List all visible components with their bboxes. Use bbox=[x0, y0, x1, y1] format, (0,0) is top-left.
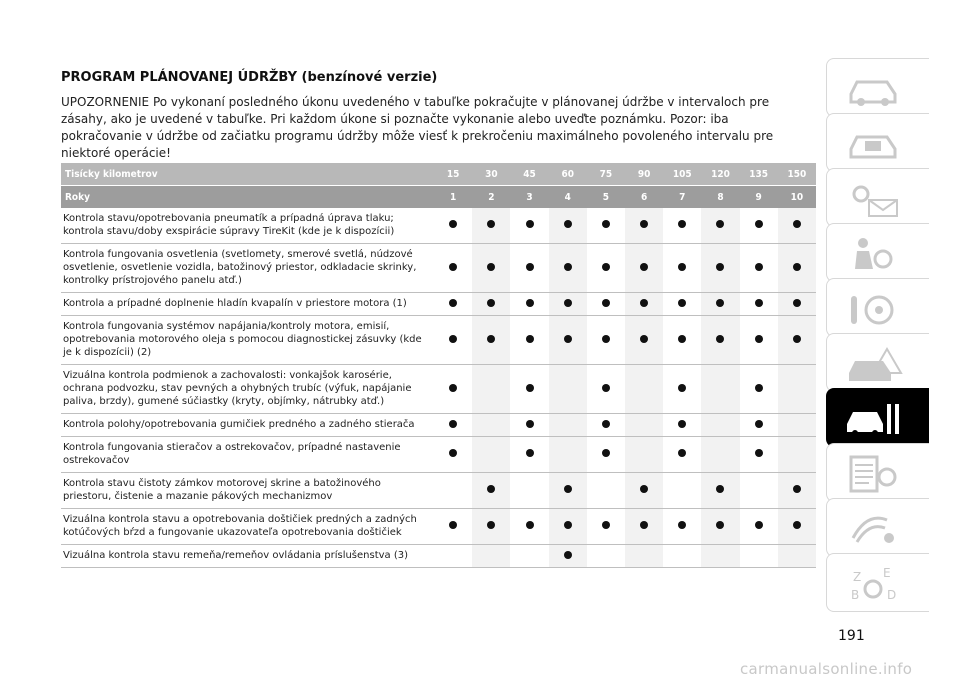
interval-cell bbox=[510, 365, 548, 414]
interval-cell bbox=[625, 473, 663, 509]
scheduled-dot-icon bbox=[526, 263, 534, 271]
scheduled-dot-icon bbox=[526, 449, 534, 457]
scheduled-dot-icon bbox=[793, 485, 801, 493]
scheduled-dot-icon bbox=[449, 220, 457, 228]
interval-cell bbox=[434, 316, 472, 365]
scheduled-dot-icon bbox=[716, 220, 724, 228]
interval-cell bbox=[549, 365, 587, 414]
interval-cell bbox=[472, 316, 510, 365]
year-cell: 5 bbox=[587, 186, 625, 209]
interval-cell bbox=[549, 509, 587, 545]
task-description: Kontrola polohy/opotrebovania gumičiek predného a zadného stierača bbox=[61, 414, 434, 437]
interval-cell bbox=[663, 365, 701, 414]
scheduled-dot-icon bbox=[564, 551, 572, 559]
scheduled-dot-icon bbox=[755, 384, 763, 392]
scheduled-dot-icon bbox=[602, 263, 610, 271]
interval-cell bbox=[740, 365, 778, 414]
scheduled-dot-icon bbox=[526, 299, 534, 307]
car-dashboard-icon bbox=[843, 68, 905, 110]
km-cell: 105 bbox=[663, 163, 701, 186]
scheduled-dot-icon bbox=[526, 220, 534, 228]
svg-text:D: D bbox=[887, 588, 897, 602]
interval-cell bbox=[472, 414, 510, 437]
table-row bbox=[61, 509, 816, 545]
scheduled-dot-icon bbox=[487, 263, 495, 271]
interval-cell bbox=[434, 509, 472, 545]
scheduled-dot-icon bbox=[449, 384, 457, 392]
year-cell: 4 bbox=[549, 186, 587, 209]
km-cell: 15 bbox=[434, 163, 472, 186]
svg-text:Z: Z bbox=[853, 570, 862, 584]
interval-cell bbox=[778, 414, 816, 437]
interval-cell bbox=[778, 545, 816, 568]
interval-cell bbox=[701, 437, 739, 473]
scheduled-dot-icon bbox=[716, 299, 724, 307]
interval-cell bbox=[472, 545, 510, 568]
scheduled-dot-icon bbox=[602, 521, 610, 529]
chapter-tab[interactable] bbox=[826, 278, 929, 337]
task-description: Kontrola stavu/opotrebovania pneumatík a prípadná úprava tlaku; kontrola stavu/doby exspirácie súpravy TireKit (kde je k dispozícii) bbox=[61, 208, 434, 244]
interval-cell bbox=[701, 509, 739, 545]
scheduled-dot-icon bbox=[449, 420, 457, 428]
interval-cell bbox=[434, 244, 472, 293]
scheduled-dot-icon bbox=[487, 335, 495, 343]
key-steering-wheel-icon bbox=[843, 288, 905, 330]
chapter-sidebar bbox=[826, 58, 928, 608]
interval-cell bbox=[549, 437, 587, 473]
km-cell: 150 bbox=[778, 163, 816, 186]
interval-cell bbox=[740, 293, 778, 316]
scheduled-dot-icon bbox=[755, 521, 763, 529]
interval-cell bbox=[510, 316, 548, 365]
km-cell: 90 bbox=[625, 163, 663, 186]
interval-cell bbox=[472, 293, 510, 316]
interval-cell bbox=[625, 509, 663, 545]
interval-cell bbox=[587, 365, 625, 414]
scheduled-dot-icon bbox=[678, 521, 686, 529]
page-number: 191 bbox=[838, 628, 865, 644]
chapter-tab[interactable] bbox=[826, 223, 929, 282]
schedule-body bbox=[61, 208, 816, 568]
scheduled-dot-icon bbox=[678, 263, 686, 271]
years-header-row bbox=[61, 186, 816, 209]
table-row bbox=[61, 414, 816, 437]
interval-cell bbox=[701, 293, 739, 316]
interval-cell bbox=[434, 473, 472, 509]
scheduled-dot-icon bbox=[526, 384, 534, 392]
interval-cell bbox=[778, 437, 816, 473]
interval-cell bbox=[625, 208, 663, 244]
scheduled-dot-icon bbox=[640, 299, 648, 307]
interval-cell bbox=[740, 414, 778, 437]
interval-cell bbox=[472, 208, 510, 244]
km-cell: 60 bbox=[549, 163, 587, 186]
km-cell: 75 bbox=[587, 163, 625, 186]
year-cell: 1 bbox=[434, 186, 472, 209]
chapter-tab[interactable] bbox=[826, 498, 929, 557]
scheduled-dot-icon bbox=[449, 521, 457, 529]
interval-cell bbox=[625, 365, 663, 414]
scheduled-dot-icon bbox=[640, 521, 648, 529]
maintenance-schedule-table bbox=[61, 163, 816, 568]
interval-cell bbox=[587, 414, 625, 437]
seatbelt-airbag-icon bbox=[843, 233, 905, 275]
interval-cell bbox=[549, 244, 587, 293]
scheduled-dot-icon bbox=[678, 299, 686, 307]
year-cell: 9 bbox=[740, 186, 778, 209]
interval-cell bbox=[701, 365, 739, 414]
svg-text:B: B bbox=[851, 588, 860, 602]
interval-cell bbox=[778, 208, 816, 244]
interval-cell bbox=[510, 244, 548, 293]
interval-cell bbox=[549, 208, 587, 244]
interval-cell bbox=[740, 244, 778, 293]
scheduled-dot-icon bbox=[602, 220, 610, 228]
kilometers-label: Tisícky kilometrov bbox=[61, 163, 434, 186]
interval-cell bbox=[510, 473, 548, 509]
year-cell: 3 bbox=[510, 186, 548, 209]
scheduled-dot-icon bbox=[716, 263, 724, 271]
scheduled-dot-icon bbox=[678, 384, 686, 392]
interval-cell bbox=[625, 437, 663, 473]
interval-cell bbox=[701, 545, 739, 568]
interval-cell bbox=[701, 473, 739, 509]
year-cell: 8 bbox=[701, 186, 739, 209]
interval-cell bbox=[434, 365, 472, 414]
interval-cell bbox=[701, 414, 739, 437]
scheduled-dot-icon bbox=[678, 220, 686, 228]
interval-cell bbox=[625, 414, 663, 437]
interval-cell bbox=[740, 509, 778, 545]
task-description: Vizuálna kontrola podmienok a zachovalosti: vonkajšok karosérie, ochrana podvozku, stav pevných a ohybných trubíc (výfuk, napájanie paliva, brzdy), gumené súčiastky (kryty, objímky, nátrubky atď.) bbox=[61, 365, 434, 414]
chapter-tab[interactable] bbox=[826, 113, 929, 172]
interval-cell bbox=[625, 545, 663, 568]
scheduled-dot-icon bbox=[526, 420, 534, 428]
scheduled-dot-icon bbox=[793, 263, 801, 271]
scheduled-dot-icon bbox=[755, 420, 763, 428]
svg-text:E: E bbox=[883, 566, 891, 580]
lights-message-icon bbox=[843, 178, 905, 220]
interval-cell bbox=[587, 208, 625, 244]
interval-cell bbox=[510, 414, 548, 437]
scheduled-dot-icon bbox=[564, 299, 572, 307]
interval-cell bbox=[778, 316, 816, 365]
interval-cell bbox=[625, 293, 663, 316]
scheduled-dot-icon bbox=[793, 220, 801, 228]
scheduled-dot-icon bbox=[793, 521, 801, 529]
scheduled-dot-icon bbox=[755, 449, 763, 457]
table-row bbox=[61, 437, 816, 473]
interval-cell bbox=[663, 473, 701, 509]
scheduled-dot-icon bbox=[755, 335, 763, 343]
scheduled-dot-icon bbox=[602, 299, 610, 307]
watermark: carmanualsonline.info bbox=[740, 660, 913, 678]
km-cell: 30 bbox=[472, 163, 510, 186]
interval-cell bbox=[587, 473, 625, 509]
interval-cell bbox=[434, 437, 472, 473]
scheduled-dot-icon bbox=[640, 335, 648, 343]
interval-cell bbox=[740, 473, 778, 509]
scheduled-dot-icon bbox=[602, 449, 610, 457]
interval-cell bbox=[472, 473, 510, 509]
interval-cell bbox=[434, 293, 472, 316]
interval-cell bbox=[587, 293, 625, 316]
scheduled-dot-icon bbox=[755, 220, 763, 228]
scheduled-dot-icon bbox=[640, 263, 648, 271]
interval-cell bbox=[510, 509, 548, 545]
task-description: Kontrola a prípadné doplnenie hladín kvapalín v priestore motora (1) bbox=[61, 293, 434, 316]
table-row bbox=[61, 316, 816, 365]
scheduled-dot-icon bbox=[564, 335, 572, 343]
task-description: Kontrola fungovania stieračov a ostrekovačov, prípadné nastavenie ostrekovačov bbox=[61, 437, 434, 473]
car-wrench-icon bbox=[843, 398, 905, 440]
chapter-tab[interactable] bbox=[826, 168, 929, 227]
scheduled-dot-icon bbox=[640, 220, 648, 228]
table-row bbox=[61, 545, 816, 568]
interval-cell bbox=[549, 316, 587, 365]
chapter-tab[interactable] bbox=[826, 388, 929, 447]
interval-cell bbox=[510, 437, 548, 473]
interval-cell bbox=[549, 293, 587, 316]
interval-cell bbox=[472, 437, 510, 473]
scheduled-dot-icon bbox=[755, 299, 763, 307]
scheduled-dot-icon bbox=[602, 420, 610, 428]
task-description: Kontrola fungovania osvetlenia (svetlomety, smerové svetlá, núdzové osvetlenie, osvetlenie vozidla, batožinový priestor, odkladacie skrinky, kontrolky prístrojového panelu atď.) bbox=[61, 244, 434, 293]
interval-cell bbox=[549, 545, 587, 568]
interval-cell bbox=[510, 293, 548, 316]
alphabetical-index-icon bbox=[843, 563, 905, 605]
scheduled-dot-icon bbox=[564, 521, 572, 529]
scheduled-dot-icon bbox=[564, 263, 572, 271]
interval-cell bbox=[778, 365, 816, 414]
interval-cell bbox=[510, 208, 548, 244]
chapter-tab[interactable] bbox=[826, 443, 929, 502]
interval-cell bbox=[663, 244, 701, 293]
scheduled-dot-icon bbox=[449, 299, 457, 307]
scheduled-dot-icon bbox=[716, 521, 724, 529]
scheduled-dot-icon bbox=[449, 263, 457, 271]
chapter-tab[interactable] bbox=[826, 553, 929, 612]
year-cell: 10 bbox=[778, 186, 816, 209]
task-description: Vizuálna kontrola stavu remeňa/remeňov ovládania príslušenstva (3) bbox=[61, 545, 434, 568]
interval-cell bbox=[587, 509, 625, 545]
interval-cell bbox=[778, 244, 816, 293]
interval-cell bbox=[663, 437, 701, 473]
warning-paragraph: UPOZORNENIE Po vykonaní posledného úkonu uvedeného v tabuľke pokračujte v plánovanej údržbe v intervaloch pre zásahy, ako je uvedené v tabuľke. Pri každom úkone si poznačte vykonanie alebo uveďte poznámku. Pozor: iba pokračovanie v údržbe od začiatku programu údržby môže viesť k prekročeniu maximálneho povoleného intervalu pre niektoré operácie! bbox=[61, 95, 774, 160]
km-cell: 45 bbox=[510, 163, 548, 186]
km-cell: 135 bbox=[740, 163, 778, 186]
scheduled-dot-icon bbox=[487, 521, 495, 529]
scheduled-dot-icon bbox=[678, 449, 686, 457]
scheduled-dot-icon bbox=[487, 299, 495, 307]
scheduled-dot-icon bbox=[487, 220, 495, 228]
scheduled-dot-icon bbox=[602, 384, 610, 392]
scheduled-dot-icon bbox=[678, 335, 686, 343]
interval-cell bbox=[663, 208, 701, 244]
interval-cell bbox=[701, 316, 739, 365]
scheduled-dot-icon bbox=[793, 335, 801, 343]
scheduled-dot-icon bbox=[564, 485, 572, 493]
scheduled-dot-icon bbox=[678, 420, 686, 428]
interval-cell bbox=[778, 293, 816, 316]
car-breakdown-icon bbox=[843, 343, 905, 385]
interval-cell bbox=[472, 365, 510, 414]
task-description: Kontrola stavu čistoty zámkov motorovej skrine a batožinového priestoru, čistenie a mazanie pákových mechanizmov bbox=[61, 473, 434, 509]
interval-cell bbox=[740, 545, 778, 568]
interval-cell bbox=[625, 244, 663, 293]
scheduled-dot-icon bbox=[449, 335, 457, 343]
task-description: Kontrola fungovania systémov napájania/kontroly motora, emisií, opotrebovania motorového oleja s pomocou diagnostickej zásuvky (kde je k dispozícii) (2) bbox=[61, 316, 434, 365]
interval-cell bbox=[663, 293, 701, 316]
interval-cell bbox=[510, 545, 548, 568]
table-row bbox=[61, 208, 816, 244]
scheduled-dot-icon bbox=[640, 485, 648, 493]
interval-cell bbox=[663, 509, 701, 545]
interval-cell bbox=[740, 208, 778, 244]
interval-cell bbox=[740, 316, 778, 365]
interval-cell bbox=[740, 437, 778, 473]
interval-cell bbox=[434, 545, 472, 568]
interval-cell bbox=[434, 414, 472, 437]
scheduled-dot-icon bbox=[526, 521, 534, 529]
scheduled-dot-icon bbox=[755, 263, 763, 271]
interval-cell bbox=[663, 545, 701, 568]
scheduled-dot-icon bbox=[716, 335, 724, 343]
interval-cell bbox=[778, 473, 816, 509]
car-warning-light-icon bbox=[843, 123, 905, 165]
technical-data-icon bbox=[843, 453, 905, 495]
interval-cell bbox=[663, 316, 701, 365]
multimedia-icon bbox=[843, 508, 905, 550]
table-row bbox=[61, 365, 816, 414]
interval-cell bbox=[587, 244, 625, 293]
scheduled-dot-icon bbox=[487, 485, 495, 493]
kilometers-header-row bbox=[61, 163, 816, 186]
scheduled-dot-icon bbox=[716, 485, 724, 493]
year-cell: 7 bbox=[663, 186, 701, 209]
scheduled-dot-icon bbox=[449, 449, 457, 457]
interval-cell bbox=[549, 414, 587, 437]
interval-cell bbox=[778, 509, 816, 545]
interval-cell bbox=[663, 414, 701, 437]
year-cell: 2 bbox=[472, 186, 510, 209]
interval-cell bbox=[701, 244, 739, 293]
scheduled-dot-icon bbox=[602, 335, 610, 343]
chapter-tab[interactable] bbox=[826, 333, 929, 392]
task-description: Vizuálna kontrola stavu a opotrebovania doštičiek predných a zadných kotúčových bŕzd a fungovanie ukazovateľa opotrebovania doštičiek bbox=[61, 509, 434, 545]
interval-cell bbox=[625, 316, 663, 365]
interval-cell bbox=[587, 545, 625, 568]
interval-cell bbox=[549, 473, 587, 509]
interval-cell bbox=[587, 437, 625, 473]
scheduled-dot-icon bbox=[793, 299, 801, 307]
table-row bbox=[61, 293, 816, 316]
table-row bbox=[61, 473, 816, 509]
year-cell: 6 bbox=[625, 186, 663, 209]
page-title: PROGRAM PLÁNOVANEJ ÚDRŽBY (benzínové verzie) bbox=[61, 70, 438, 85]
interval-cell bbox=[472, 509, 510, 545]
scheduled-dot-icon bbox=[526, 335, 534, 343]
km-cell: 120 bbox=[701, 163, 739, 186]
table-row bbox=[61, 244, 816, 293]
interval-cell bbox=[587, 316, 625, 365]
interval-cell bbox=[434, 208, 472, 244]
scheduled-dot-icon bbox=[564, 220, 572, 228]
interval-cell bbox=[472, 244, 510, 293]
interval-cell bbox=[701, 208, 739, 244]
years-label: Roky bbox=[61, 186, 434, 209]
chapter-tab[interactable] bbox=[826, 58, 929, 117]
